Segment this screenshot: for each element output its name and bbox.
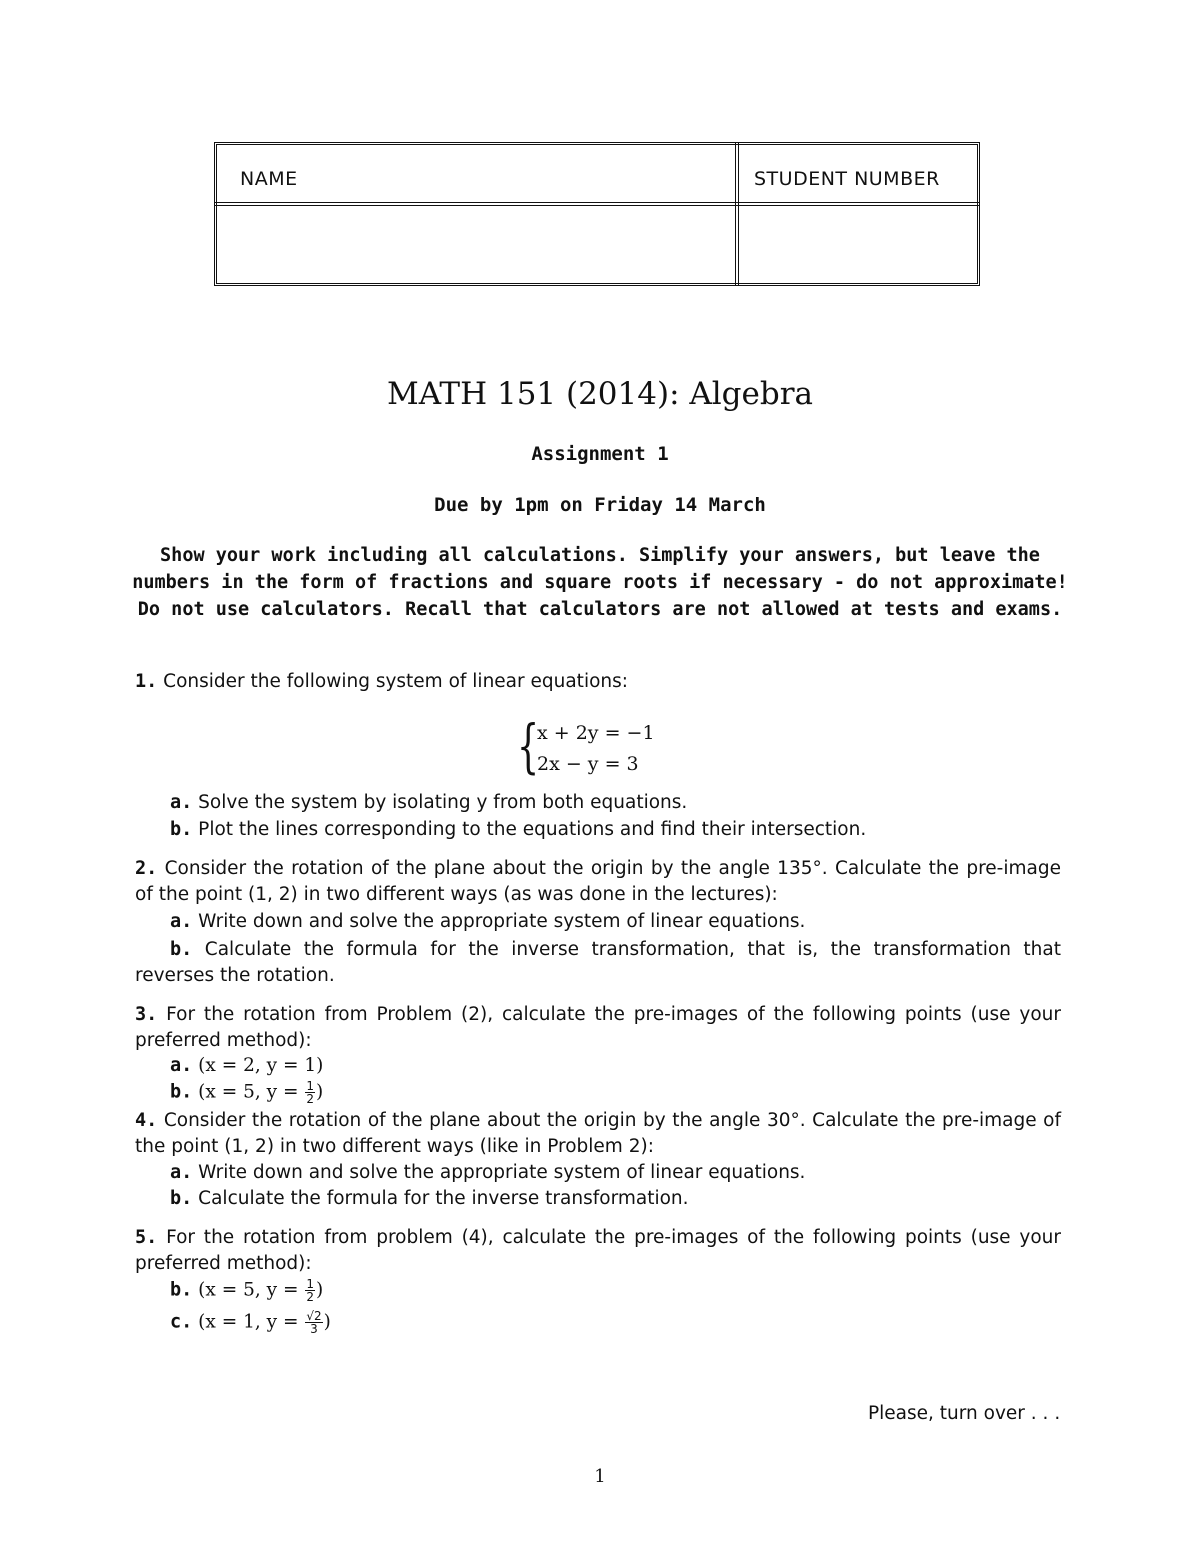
problem-2a — [170, 911, 805, 932]
fraction — [305, 1310, 322, 1335]
left-brace-icon: { — [517, 712, 540, 780]
numerator: 1 — [306, 1079, 314, 1093]
part-label: a. — [170, 911, 193, 932]
problem-number: 4. — [135, 1110, 158, 1131]
point-expression: (x = 5, y = — [198, 1279, 305, 1301]
denominator: 2 — [306, 1092, 314, 1106]
part-label: c. — [170, 1311, 193, 1333]
instruction-line: numbers in the form of fractions and square roots if necessary - do not approximate! — [132, 572, 1068, 593]
name-field[interactable] — [220, 210, 732, 278]
instruction-line: Show your work including all calculations. Simplify your answers, but leave the — [160, 545, 1040, 566]
closing-paren: ) — [315, 1279, 324, 1301]
numerator: √2 — [306, 1309, 322, 1323]
part-label: b. — [170, 1081, 193, 1103]
instructions — [130, 542, 1070, 623]
page-number: 1 — [594, 1466, 606, 1487]
problem-4a — [170, 1162, 805, 1183]
part-label: a. — [170, 792, 193, 813]
student-number-field[interactable] — [742, 210, 972, 278]
table-column-divider — [735, 142, 739, 286]
name-label: NAME — [240, 168, 298, 190]
equation-1: x + 2y = −1 — [537, 722, 655, 744]
problem-5b — [170, 1278, 323, 1303]
part-text: Plot the lines corresponding to the equations and find their intersection. — [198, 819, 867, 840]
part-label: b. — [170, 819, 193, 840]
problem-number: 3. — [135, 1004, 158, 1025]
problem-2b — [135, 937, 1061, 989]
problem-3a — [170, 1055, 323, 1076]
part-text: Calculate the formula for the inverse transformation. — [198, 1188, 689, 1209]
part-text: Write down and solve the appropriate system of linear equations. — [198, 1162, 806, 1183]
point-expression: (x = 1, y = — [198, 1311, 305, 1333]
instruction-line: Do not use calculators. Recall that calculators are not allowed at tests and exams. — [137, 599, 1063, 620]
assignment-heading: Assignment 1 — [531, 443, 669, 465]
problem-1b — [170, 819, 866, 840]
due-date: Due by 1pm on Friday 14 March — [434, 494, 766, 516]
problem-text: For the rotation from Problem (2), calculate the pre-images of the following points (use your preferred method): — [135, 1004, 1061, 1051]
problem-text: Consider the rotation of the plane about the origin by the angle 135°. Calculate the pre-image of the point (1, 2) in two different ways (as was done in the lectures): — [135, 858, 1061, 905]
problem-5c — [170, 1310, 331, 1335]
part-text: Calculate the formula for the inverse transformation, that is, the transformation that reverses the rotation. — [135, 939, 1061, 986]
closing-paren: ) — [315, 1081, 324, 1103]
problem-4 — [135, 1108, 1061, 1160]
equation-2: 2x − y = 3 — [537, 753, 639, 775]
turn-over-note: Please, turn over . . . — [868, 1403, 1061, 1424]
part-label: b. — [170, 1279, 193, 1301]
part-text: Solve the system by isolating y from both equations. — [198, 792, 688, 813]
fraction — [305, 1080, 315, 1105]
problem-number: 1. — [135, 671, 158, 692]
problem-4b — [170, 1188, 689, 1209]
problem-text: Consider the following system of linear equations: — [163, 671, 628, 692]
problem-2 — [135, 856, 1061, 908]
part-label: b. — [170, 1188, 193, 1209]
student-number-label: STUDENT NUMBER — [754, 168, 940, 190]
problem-1 — [135, 671, 628, 692]
problem-text: Consider the rotation of the plane about the origin by the angle 30°. Calculate the pre-image of the point (1, 2) in two different ways (like in Problem 2): — [135, 1110, 1061, 1157]
problem-1a — [170, 792, 687, 813]
denominator: 3 — [310, 1322, 318, 1336]
fraction — [305, 1278, 315, 1303]
denominator: 2 — [306, 1290, 314, 1304]
closing-paren: ) — [323, 1311, 331, 1333]
part-label: a. — [170, 1055, 193, 1076]
problem-3b — [170, 1080, 323, 1105]
problem-5 — [135, 1225, 1061, 1277]
problem-3 — [135, 1002, 1061, 1054]
problem-number: 2. — [135, 858, 158, 879]
course-title: MATH 151 (2014): Algebra — [386, 376, 814, 412]
point-expression: (x = 2, y = 1) — [198, 1055, 324, 1076]
point-expression: (x = 5, y = — [198, 1081, 305, 1103]
student-info-table — [214, 142, 980, 286]
numerator: 1 — [306, 1277, 314, 1291]
problem-number: 5. — [135, 1227, 158, 1248]
part-text: Write down and solve the appropriate system of linear equations. — [198, 911, 806, 932]
part-label: a. — [170, 1162, 193, 1183]
part-label: b. — [170, 939, 193, 960]
problem-text: For the rotation from problem (4), calculate the pre-images of the following points (use your preferred method): — [135, 1227, 1061, 1274]
table-row-divider — [214, 202, 980, 206]
